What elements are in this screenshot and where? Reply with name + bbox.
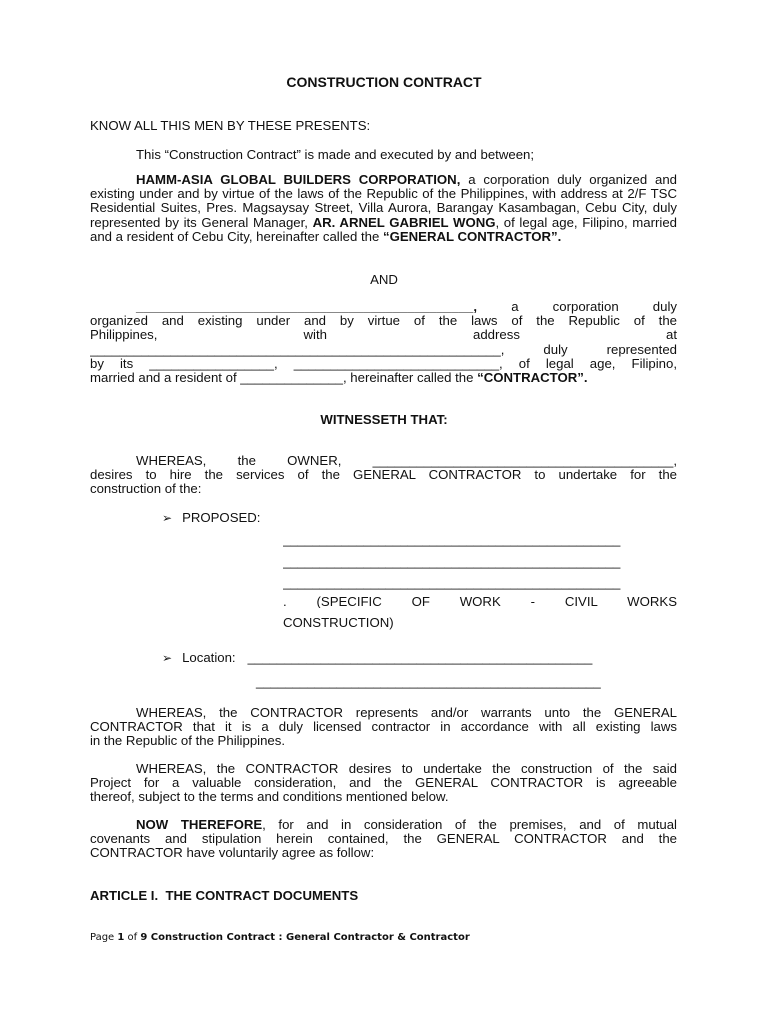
proposed-blank-2: ______________________________________________ bbox=[283, 554, 621, 569]
footer-page-number: 1 bbox=[117, 932, 125, 943]
now-therefore-line1-rest: , for and in consideration of the premises, and of mutual bbox=[262, 818, 677, 832]
made-between-line: This “Construction Contract” is made and executed by and between; bbox=[136, 147, 535, 162]
party1-text2: , of legal age, Filipino, married and a resident of Cebu City, hereinafter called the bbox=[90, 214, 677, 244]
location-label: Location: bbox=[182, 650, 236, 665]
location-blank-2: _______________________________________________ bbox=[256, 674, 601, 689]
party2-line1-rest: a corporation duly bbox=[477, 300, 677, 314]
location-blank-1: _______________________________________________ bbox=[247, 650, 593, 665]
footer-of-word: of bbox=[124, 932, 141, 943]
intro-line: KNOW ALL THIS MEN BY THESE PRESENTS: bbox=[90, 118, 371, 133]
now-therefore-bold: NOW THEREFORE bbox=[136, 818, 263, 832]
party1-called: “GENERAL CONTRACTOR”. bbox=[382, 228, 562, 244]
now-therefore-line1 bbox=[90, 818, 677, 832]
whereas-undertake-paragraph bbox=[90, 762, 677, 805]
now-therefore-line2: covenants and stipulation herein contained, the GENERAL CONTRACTOR and the bbox=[90, 832, 677, 847]
party2-paragraph bbox=[90, 300, 677, 385]
party2-line3: Philippines, with address at bbox=[90, 328, 677, 343]
whereas-licensed-paragraph bbox=[90, 706, 677, 749]
location-item bbox=[162, 650, 592, 665]
party2-blank-name: ______________________________________________, bbox=[136, 300, 478, 314]
witnesseth-heading: WITNESSETH THAT: bbox=[320, 412, 448, 427]
proposed-specific-line: . (SPECIFIC OF WORK - CIVIL WORKS bbox=[283, 594, 677, 609]
whereas-undertake-line3: thereof, subject to the terms and conditions mentioned below. bbox=[90, 790, 449, 805]
party1-paragraph bbox=[90, 173, 677, 244]
party1-name: HAMM-ASIA GLOBAL BUILDERS CORPORATION, bbox=[136, 172, 461, 187]
footer-page-word: Page bbox=[90, 932, 118, 943]
party2-line6-text: married and a resident of ______________, hereinafter called the bbox=[90, 370, 478, 385]
proposed-label: PROPOSED: bbox=[182, 510, 261, 525]
arrow-bullet-icon: ➢ bbox=[162, 651, 173, 665]
whereas-owner-paragraph bbox=[90, 454, 677, 497]
party2-line4: ________________________________________________________, duly represented bbox=[90, 342, 677, 357]
proposed-blank-1: ______________________________________________ bbox=[283, 532, 621, 547]
footer-page-total: 9 bbox=[140, 932, 148, 943]
footer-document-name: Construction Contract : General Contractor & Contractor bbox=[147, 932, 470, 943]
now-therefore-line3: CONTRACTOR have voluntarily agree as follow: bbox=[90, 846, 375, 861]
party2-line2: organized and existing under and by virtue of the laws of the Republic of the bbox=[90, 314, 677, 329]
party2-line1 bbox=[90, 300, 677, 314]
party2-called: “CONTRACTOR”. bbox=[477, 370, 588, 385]
proposed-construction-line: CONSTRUCTION) bbox=[283, 615, 394, 630]
whereas-owner-line1: WHEREAS, the OWNER, _________________________________________, bbox=[136, 454, 677, 468]
whereas-licensed-line1: WHEREAS, the CONTRACTOR represents and/or warrants unto the GENERAL bbox=[136, 706, 677, 720]
party2-line5: by its _________________, ____________________________, of legal age, Filipino, bbox=[90, 356, 677, 371]
page-footer bbox=[90, 932, 470, 943]
document-title: CONSTRUCTION CONTRACT bbox=[286, 74, 482, 90]
whereas-owner-line2: desires to hire the services of the GENERAL CONTRACTOR to undertake for the bbox=[90, 468, 677, 483]
whereas-undertake-line2: Project for a valuable consideration, and the GENERAL CONTRACTOR is agreeable bbox=[90, 776, 677, 791]
proposed-item bbox=[162, 510, 260, 525]
article-1-heading: ARTICLE I. THE CONTRACT DOCUMENTS bbox=[90, 888, 359, 903]
whereas-licensed-line3: in the Republic of the Philippines. bbox=[90, 734, 286, 749]
party1-representative: AR. ARNEL GABRIEL WONG bbox=[312, 214, 496, 230]
whereas-licensed-line2: CONTRACTOR that it is a duly licensed contractor in accordance with all existing laws bbox=[90, 720, 677, 735]
whereas-undertake-line1: WHEREAS, the CONTRACTOR desires to undertake the construction of the said bbox=[136, 762, 677, 776]
arrow-bullet-icon: ➢ bbox=[162, 511, 173, 525]
whereas-owner-line3: construction of the: bbox=[90, 482, 202, 497]
party2-line6 bbox=[90, 371, 677, 385]
proposed-blank-3: ______________________________________________ bbox=[283, 575, 621, 590]
party1-text1: a corporation duly organized and existing under and by virtue of the laws of the Republic of the Philippines, with address at 2/F TSC Residential Suites, Pres. Magsaysay Street, Villa Aurora, Barangay Kasambagan, Cebu City, duly represented by its General Manager, bbox=[90, 172, 677, 230]
now-therefore-paragraph bbox=[90, 818, 677, 861]
and-label: AND bbox=[370, 272, 398, 287]
